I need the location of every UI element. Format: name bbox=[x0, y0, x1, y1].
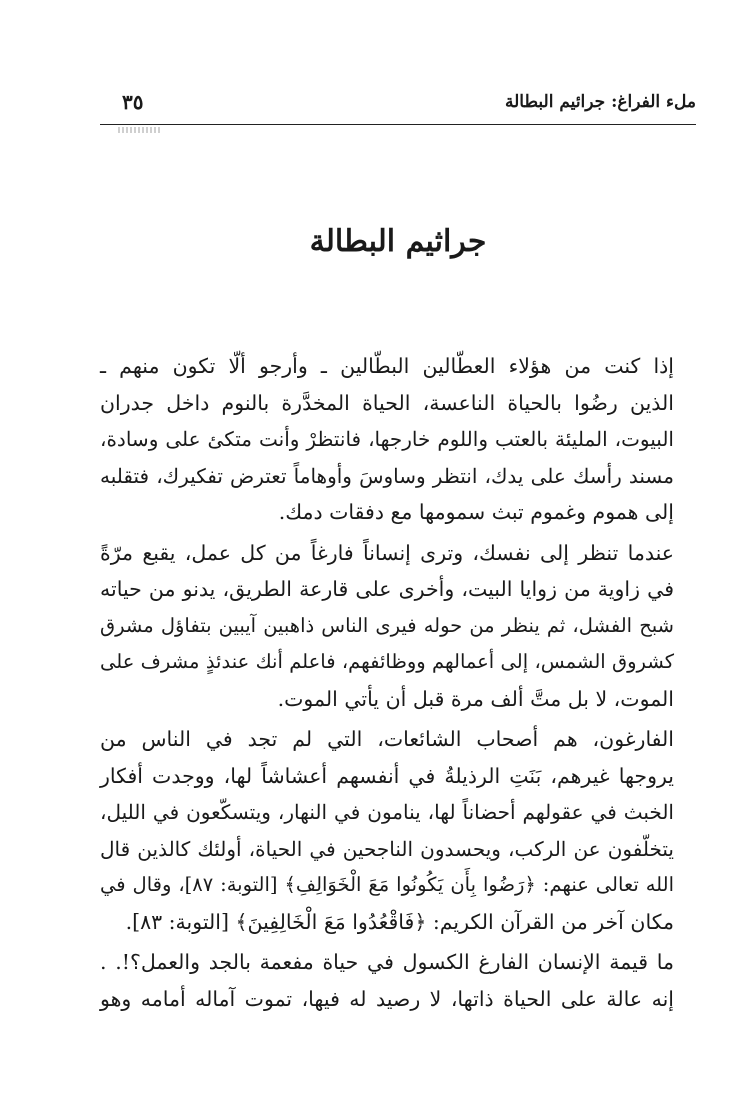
running-title: ملء الفراغ: جرائيم البطالة bbox=[505, 92, 696, 112]
text-line: الذين رضُوا بالحياة الناعسة، الحياة المخدَّرة بالنوم داخل جدران bbox=[100, 390, 674, 415]
text-line: مسند رأسك على يدك، انتظر وساوسَ وأوهاماً تعترض تفكيرك، فتقلبه bbox=[100, 463, 674, 488]
text-line: الموت، لا بل متَّ ألف مرة قبل أن يأتي الموت. bbox=[277, 686, 674, 711]
text-line: الله تعالى عنهم: ﴿رَضُوا بِأَن يَكُونُوا مَعَ الْخَوَالِفِ﴾ [التوبة: ٨٧]، وقال في bbox=[100, 873, 674, 896]
text-line: في زاوية من زوايا البيت، وأخرى على قارعة الطريق، يدنو من حياته bbox=[100, 577, 674, 601]
paragraph-3 bbox=[100, 721, 696, 940]
page-number: ٣٥ bbox=[122, 90, 144, 114]
chapter-title: جراثيم البطالة bbox=[309, 224, 487, 259]
page-header bbox=[100, 88, 696, 118]
text-line: مكان آخر من القرآن الكريم: ﴿فَاقْعُدُوا مَعَ الْخَالِفِينَ﴾ [التوبة: ٨٣]. bbox=[125, 909, 674, 934]
text-line: إذا كنت من هؤلاء العطّالين البطّالين ـ وأرجو ألّا تكون منهم ـ bbox=[100, 354, 674, 378]
text-line: إنه عالة على الحياة ذاتها، لا رصيد له فيها، تموت آماله أمامه وهو bbox=[100, 986, 674, 1011]
paragraph-4 bbox=[100, 944, 696, 1017]
text-line: يتخلّفون عن الركب، ويحسدون الناجحين في الحياة، أولئك كالذين قال bbox=[100, 836, 674, 861]
text-line: البيوت، المليئة بالعتب واللوم خارجها، فانتظرْ وأنت متكئ على وسادة، bbox=[100, 427, 674, 451]
text-line: إلى هموم وغموم تبث سمومها مع دفقات دمك. bbox=[278, 500, 674, 524]
text-line: ما قيمة الإنسان الفارغ الكسول في حياة مفعمة بالجد والعمل؟!. . bbox=[100, 950, 674, 974]
print-smudge bbox=[118, 127, 160, 133]
paragraph-1 bbox=[100, 348, 696, 531]
text-line: الخبث في عقولهم أحضاناً لها، ينامون في النهار، ويتسكّعون في الليل، bbox=[100, 800, 674, 824]
text-line: يروجها غيرهم، بَنَتِ الرذيلةُ في أنفسهم أعشاشاً لها، ووجدت أفكار bbox=[100, 763, 674, 788]
text-line: عندما تنظر إلى نفسك، وترى إنساناً فارغاً من كل عمل، يقبع مرّةً bbox=[100, 540, 674, 565]
body-text bbox=[100, 348, 696, 1021]
text-line: كشروق الشمس، إلى أعمالهم ووظائفهم، فاعلم أنك عندئذٍ مشرف على bbox=[100, 650, 674, 673]
text-line: شبح الفشل، ثم ينظر من حوله فيرى الناس ذاهبين آيبين بتفاؤل مشرق bbox=[100, 613, 674, 637]
text-line: الفارغون، هم أصحاب الشائعات، التي لم تجد في الناس من bbox=[100, 727, 674, 751]
header-rule bbox=[100, 124, 696, 125]
paragraph-2 bbox=[100, 535, 696, 718]
